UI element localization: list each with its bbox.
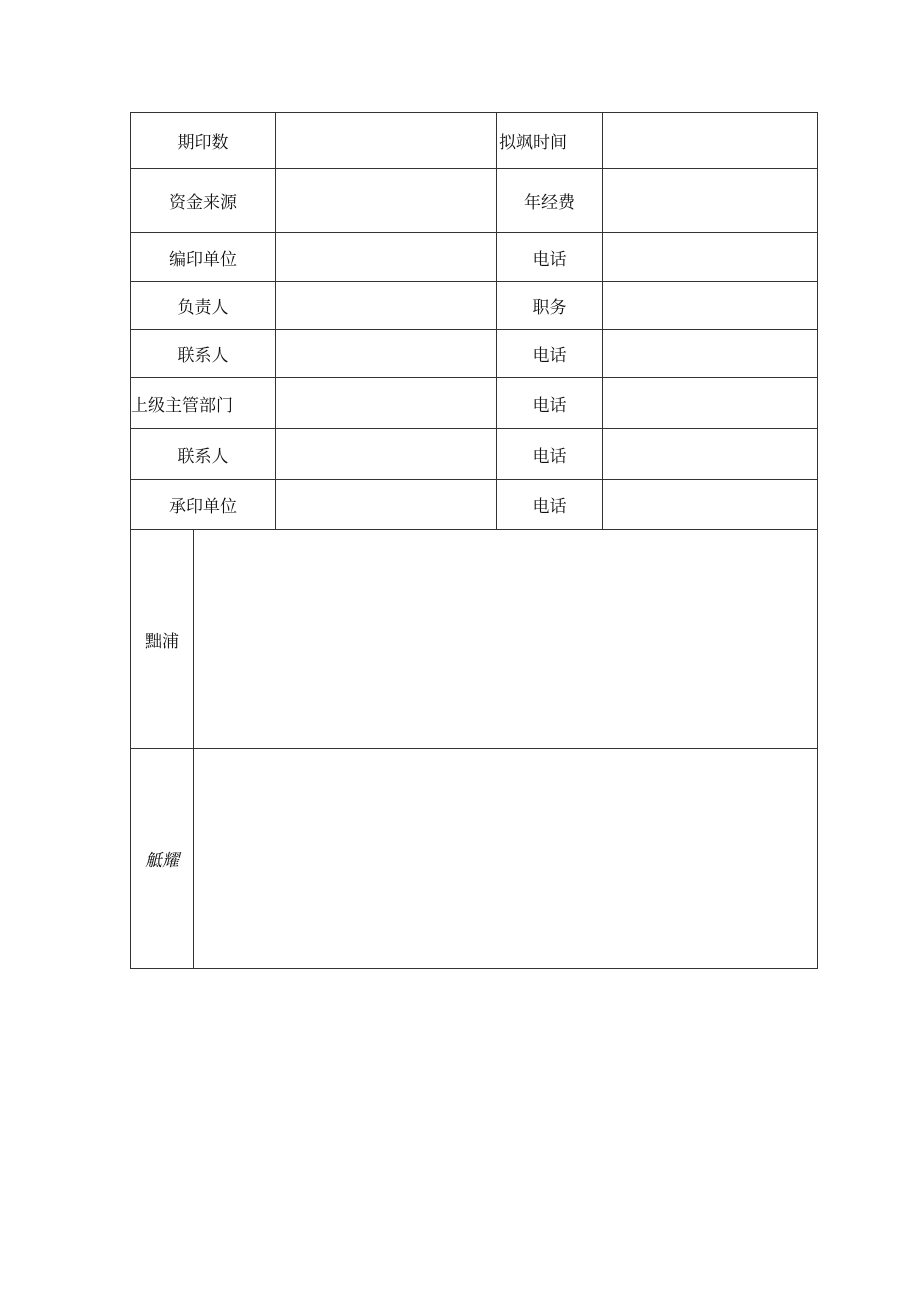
label-compiling-unit: 编印单位 [131, 233, 276, 282]
label-position: 职务 [497, 282, 603, 330]
form-row-person-in-charge [131, 282, 818, 330]
label-funding-source: 资金来源 [131, 169, 276, 233]
label-phone-contact-person: 电话 [497, 330, 603, 378]
value-phone-supervising-dept[interactable] [603, 378, 818, 429]
label-supervising-dept: 上级主管部门 [131, 378, 276, 429]
label-contact-person-2: 联系人 [131, 429, 276, 480]
value-supervising-dept[interactable] [276, 378, 497, 429]
value-contact-person-2[interactable] [276, 429, 497, 480]
label-printing-unit: 承印单位 [131, 480, 276, 530]
value-phone-compiling-unit[interactable] [603, 233, 818, 282]
value-person-in-charge[interactable] [276, 282, 497, 330]
form-section-1 [131, 530, 818, 749]
value-printing-unit[interactable] [276, 480, 497, 530]
value-phone-printing-unit[interactable] [603, 480, 818, 530]
form-row-print-count [131, 113, 818, 169]
form-row-contact-person-2 [131, 429, 818, 480]
value-print-count[interactable] [276, 113, 497, 169]
label-phone-contact-person-2: 电话 [497, 429, 603, 480]
form-row-supervising-dept [131, 378, 818, 429]
label-phone-printing-unit: 电话 [497, 480, 603, 530]
value-position[interactable] [603, 282, 818, 330]
section-2-label: 觝耀 [131, 749, 194, 969]
label-annual-budget: 年经费 [497, 169, 603, 233]
section-1-label: 黜浦 [131, 530, 194, 749]
value-planned-time[interactable] [603, 113, 818, 169]
form-row-printing-unit [131, 480, 818, 530]
application-form-table [130, 112, 818, 969]
value-contact-person[interactable] [276, 330, 497, 378]
value-phone-contact-person[interactable] [603, 330, 818, 378]
value-compiling-unit[interactable] [276, 233, 497, 282]
label-contact-person: 联系人 [131, 330, 276, 378]
value-phone-contact-person-2[interactable] [603, 429, 818, 480]
label-phone-supervising-dept: 电话 [497, 378, 603, 429]
label-person-in-charge: 负责人 [131, 282, 276, 330]
label-phone-compiling-unit: 电话 [497, 233, 603, 282]
value-annual-budget[interactable] [603, 169, 818, 233]
label-print-count: 期印数 [131, 113, 276, 169]
value-funding-source[interactable] [276, 169, 497, 233]
section-2-content[interactable] [194, 749, 818, 969]
form-section-2 [131, 749, 818, 969]
form-row-compiling-unit [131, 233, 818, 282]
label-planned-time: 拟飒时间 [497, 113, 603, 169]
form-row-contact-person [131, 330, 818, 378]
section-1-content[interactable] [194, 530, 818, 749]
form-row-funding-source [131, 169, 818, 233]
